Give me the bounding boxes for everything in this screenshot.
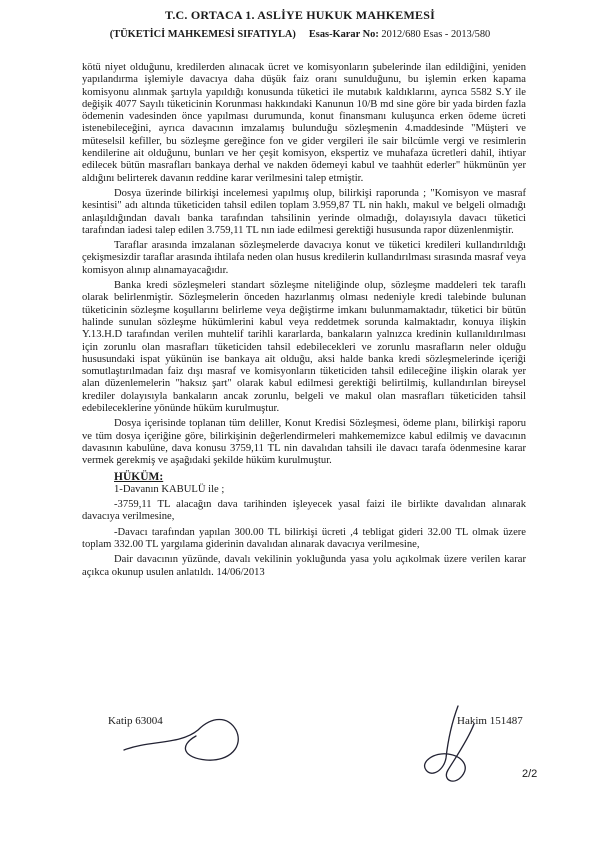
paragraph-dispute: Taraflar arasında imzalanan sözleşmelerde davacıya konut ve tüketici kredileri kullandırıldığı çekişmesizdir taraflar arasında ihtilafa neden olan husus kredilerin kullandırılması sırasında masraf veya komisyon alınıp alınamayacağıdır. <box>82 240 526 276</box>
clerk-label: Katip 63004 <box>108 715 163 727</box>
page-number: 2/2 <box>522 768 538 780</box>
paragraph-expert-report: Dosya üzerinde bilirkişi incelemesi yapılmış olup, bilirkişi raporunda ; "Komisyon ve masraf kesintisi" adı altında tüketiciden tahsil edilen toplam 3.959,87 TL nin haklı, makul ve belgeli olmadığı anlaşıldığından davalı banka tarafından tahsilinin yerinde olmadığı, dolayısıyla davacı tüketici tarafından iadesi talep edilen 3.759,11 TL nın iade edilmesi gerektiği hususunda rapor düzenlenmiştir. <box>82 187 526 236</box>
case-numbers: 2012/680 Esas - 2013/580 <box>381 29 491 40</box>
judgment-item: -3759,11 TL alacağın dava tarihinden işleyecek yasal faizi ile birlikte davalıdan alınarak davacıya verilmesine, <box>82 499 526 523</box>
judgment-closing: Dair davacının yüzünde, davalı vekilinin yokluğunda yasa yolu açıkolmak üzere verilen karar açıkca okunup usulen anlatıldı. 14/06/2013 <box>82 554 526 578</box>
clerk-signature <box>120 700 250 770</box>
judgment-item: -Davacı tarafından yapılan 300.00 TL bilirkişi ücreti ,4 tebligat gideri 32.00 TL olmak üzere toplam 332.00 TL yargılama giderinin davalıdan alınarak davacıya verilmesine, <box>82 526 526 550</box>
court-capacity: (TÜKETİCİ MAHKEMESİ SIFATIYLA) <box>109 29 296 40</box>
case-line <box>0 29 600 40</box>
document-body <box>82 62 526 582</box>
court-name: T.C. ORTACA 1. ASLİYE HUKUK MAHKEMESİ <box>165 8 435 22</box>
paragraph-contract-analysis: Banka kredi sözleşmeleri standart sözleşme niteliğinde olup, sözleşme maddeleri tek taraflı olarak belirlenmiştir. Sözleşmelerin önceden hazırlanmış olması nedeniyle kredi talebinde bulunan tüketicinin sözleşme koşullarını belirleme veya değiştirme imkanı bulunmamaktadır, tüketici bir bütün halinde sunulan sözleşme hükümlerini kabul veya reddetmek sorunda kalmaktadır, konuya ilişkin Y.13.H.D tarafından verilen muhtelif tarihli kararlarda, bankaların yalnızca kredinin kullanıldırılması için zorunlu olan masrafları tüketiciden tahsil edebilecekleri ve zorunlu masrafların neler olduğu hususundaki ispat yükünün ise bankaya ait olduğu, aksi halde banka kredi sözleşmelerinde içeriği somutlaştırılmadan faiz dışı masraf ve komisyonların tüketiciden tahsil edileceğine ilişkin olarak yer alan düzenlemelerin "haksız şart" olarak kabul edilmesi gerektiği belirtilmiş, kullandırılan bireysel krediler dolayısıyla bankaların ancak zorunlu, belgeli ve makul olan masrafları tüketiciden tahsil edebileceklerine yönünde hüküm kurulmuştur. <box>82 280 526 415</box>
judgment-item: 1-Davanın KABULÜ ile ; <box>114 483 225 495</box>
document-header <box>0 8 600 40</box>
paragraph-conclusion: Dosya içerisinde toplanan tüm deliller, Konut Kredisi Sözleşmesi, ödeme planı, bilirkişi raporu ve tüm dosya içeriğine göre, bilirkişinin değerlendirmeleri mahkememizce kabul edilmiş ve davacının davasının kabulüne, dava konusu 3759,11 TL nin davalıdan tahsili ile davacı tarafa ödenmesine karar vermek gerekmiş ve aşağıdaki şekilde hüküm kurulmuştur. <box>82 418 526 467</box>
judgment-title: HÜKÜM: <box>114 470 164 483</box>
judge-signature <box>418 700 488 790</box>
paragraph-defense: kötü niyet olduğunu, kredilerden alınacak ücret ve komisyonların şubelerinde ilan edildiğini, yeniden yapılandırma işlemiyle davacıya daha düşük faiz oranı sunulduğunu, bu işlemin erken kapama komisyonu alınmak şartıyla yapıldığı konusunda tüketici ile mutabık kaldıklarını, ayrıca 5582 S.Y ile değişik 4077 Sayılı tüketicinin Korunması hakkındaki Kanunun 10/B md sine göre bir yada birden fazla ödemenin vadesinden önce yapılması durumunda, konut finansmanı kuluşunca erken ödeme ücreti istenebileceğini, ayrıca davacının imzalamış bulunduğu sözleşmenin 4.maddesinde "Müşteri ve müteselsil kefiller, bu sözleşme gereğince fon ve gider vergileri ile sair bilcümle vergi ve resimlerin kendilerine ait olduğunu, bunları ve her çeşit komisyon, ekspertiz ve muhafaza ücretleri dahil, ihtiyar edilecek bütün masrafları bankaya derhal ve nakden ödemeyi kabul ve taahhüt ederler" hükmünün yer aldığını belirterek davanın reddine karar verilmesini talep etmiştir. <box>82 62 526 184</box>
judge-label: Hakim 151487 <box>457 715 523 727</box>
case-number-label: Esas-Karar No: <box>308 29 379 40</box>
